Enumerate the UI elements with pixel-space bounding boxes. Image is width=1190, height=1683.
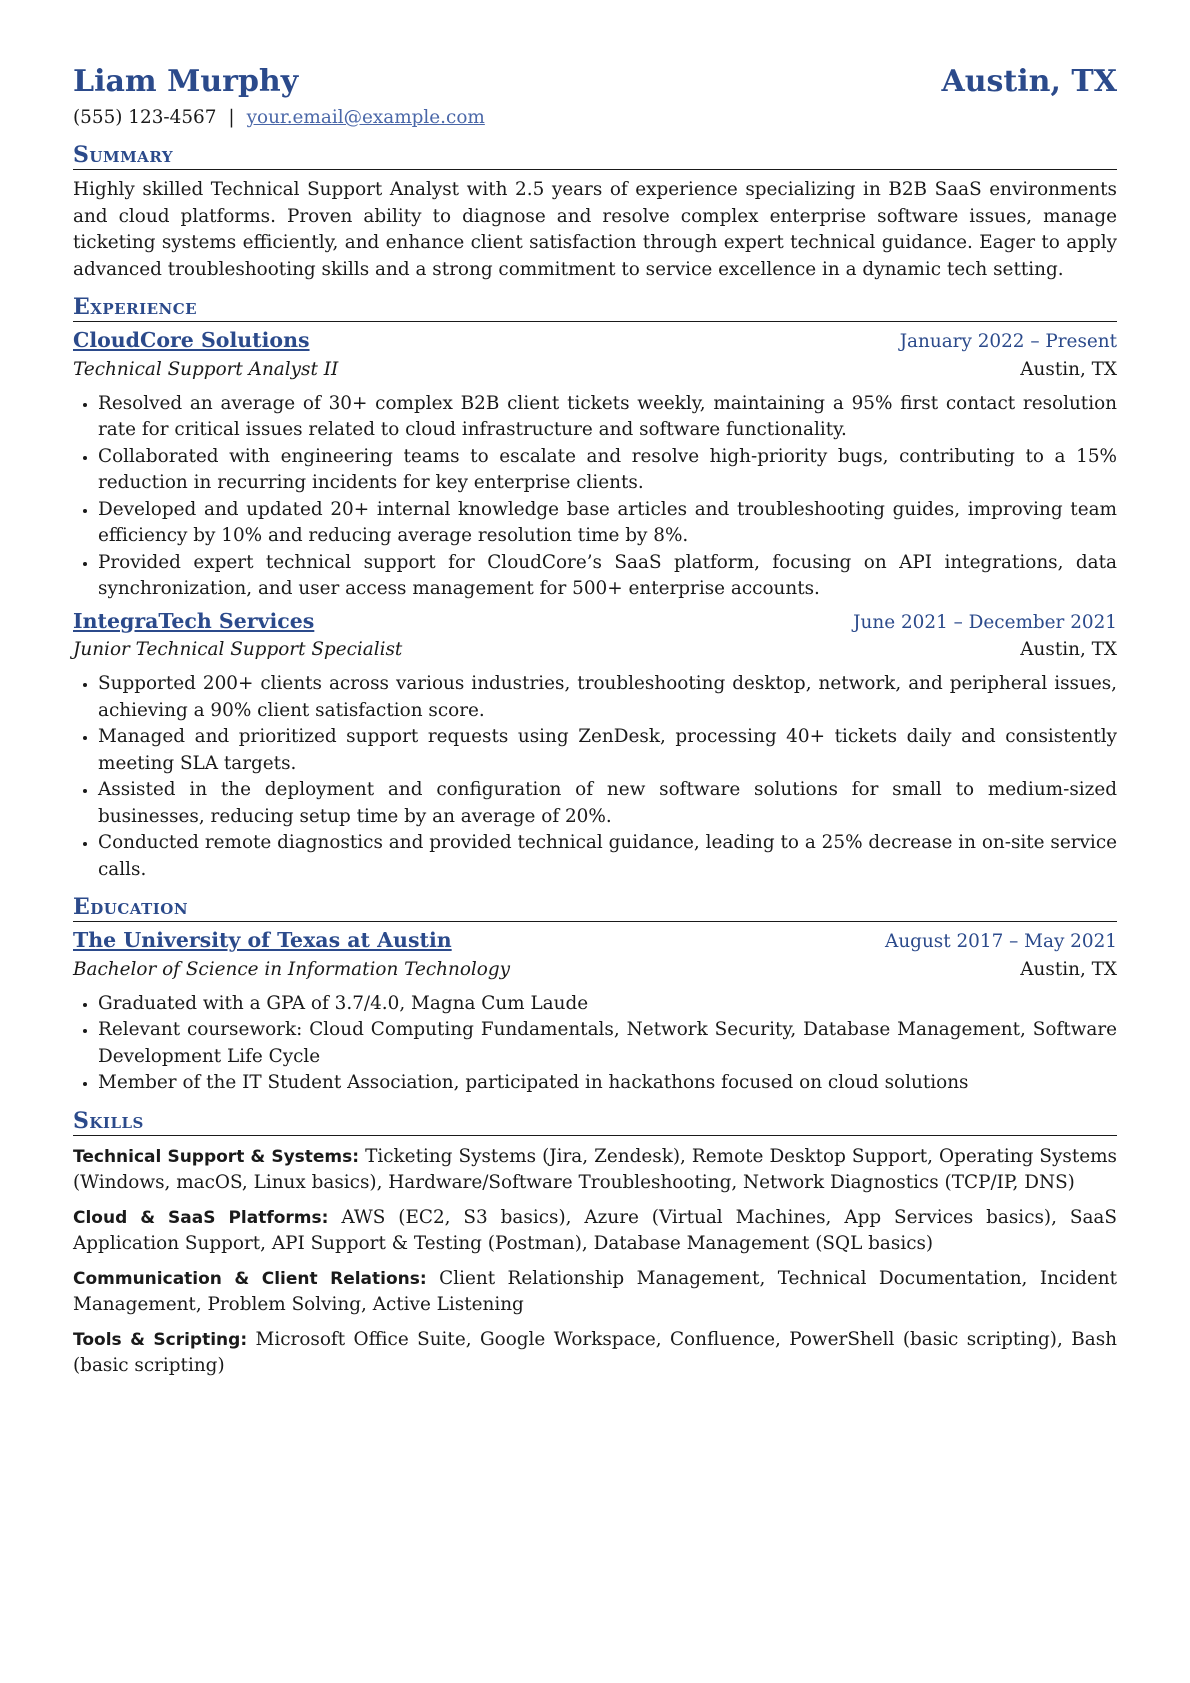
job-location: Austin, TX	[1020, 358, 1117, 380]
job-location: Austin, TX	[1020, 639, 1117, 660]
skill-list-text: AWS (EC2, S3 basics), Azure (Virtual Machines, App Services basics), SaaS Application Support, API Support & Testing (Postman), Database Management (SQL basics)	[73, 1206, 1117, 1254]
skill-group	[73, 1327, 1117, 1380]
education-entry	[73, 926, 1117, 1097]
section-title-experience: Experience	[73, 293, 1117, 322]
section-title-skills: Skills	[73, 1107, 1117, 1136]
list-item: • Relevant coursework: Cloud Computing Fundamentals, Network Security, Database Management, Software Development Life Cycle	[98, 1017, 1117, 1070]
skill-group	[73, 1266, 1117, 1319]
skill-group	[73, 1205, 1117, 1258]
list-item: • Conducted remote diagnostics and provided technical guidance, leading to a 25% decrease in on-site service calls.	[98, 830, 1117, 883]
list-item: • Developed and updated 20+ internal knowledge base articles and troubleshooting guides, improving team efficiency by 10% and reducing average resolution time by 8%.	[98, 497, 1117, 550]
skill-category-label: Tools & Scripting:	[73, 1329, 248, 1350]
list-item: • Resolved an average of 30+ complex B2B client tickets weekly, maintaining a 95% first contact resolution rate for critical issues related to cloud infrastructure and software functionality.	[98, 391, 1117, 444]
candidate-location: Austin, TX	[941, 64, 1117, 99]
experience-entry	[73, 607, 1117, 884]
phone-number: (555) 123-4567	[73, 107, 217, 128]
bullet-list	[73, 991, 1117, 1097]
skill-category-label: Cloud & SaaS Platforms:	[73, 1207, 329, 1228]
school-link[interactable]: The University of Texas at Austin	[73, 928, 452, 952]
email-link[interactable]: your.email@example.com	[246, 107, 485, 128]
candidate-name: Liam Murphy	[73, 64, 299, 99]
employer-link[interactable]: IntegraTech Services	[73, 608, 315, 633]
list-item: • Graduated with a GPA of 3.7/4.0, Magna Cum Laude	[98, 991, 1117, 1018]
summary-text: Highly skilled Technical Support Analyst with 2.5 years of experience specializing in B2B SaaS environments and cloud platforms. Proven ability to diagnose and resolve complex enterprise software issues, manage ticketing systems efficiently, and enhance client satisfaction through expert technical guidance. Eager to apply advanced troubleshooting skills and a strong commitment to service excellence in a dynamic tech setting.	[73, 179, 1117, 280]
skill-category-label: Technical Support & Systems:	[73, 1146, 360, 1167]
employment-dates: June 2021 – December 2021	[853, 611, 1117, 633]
skill-list-text: Ticketing Systems (Jira, Zendesk), Remote Desktop Support, Operating Systems (Windows, macOS, Linux basics), Hardware/Software Troubleshooting, Network Diagnostics (TCP/IP, DNS)	[73, 1145, 1117, 1193]
contact-line	[73, 105, 1117, 131]
education-dates: August 2017 – May 2021	[885, 931, 1117, 952]
list-item: • Assisted in the deployment and configuration of new software solutions for small to medium-sized businesses, reducing setup time by an average of 20%.	[98, 777, 1117, 830]
bullet-list	[73, 391, 1117, 603]
skill-group	[73, 1144, 1117, 1197]
list-item: • Collaborated with engineering teams to escalate and resolve high-priority bugs, contributing to a 15% reduction in recurring incidents for key enterprise clients.	[98, 444, 1117, 497]
employment-dates: January 2022 – Present	[899, 331, 1117, 352]
section-title-summary: Summary	[73, 141, 1117, 170]
skill-list-text: Microsoft Office Suite, Google Workspace, Confluence, PowerShell (basic scripting), Bash (basic scripting)	[73, 1328, 1117, 1376]
employer-link[interactable]: CloudCore Solutions	[73, 328, 310, 352]
resume-header	[73, 60, 1117, 104]
skill-category-label: Communication & Client Relations:	[73, 1268, 427, 1289]
bullet-list	[73, 671, 1117, 883]
job-title: Junior Technical Support Specialist	[73, 639, 403, 660]
experience-entry	[73, 326, 1117, 603]
job-title: Technical Support Analyst II	[73, 358, 339, 380]
list-item: • Supported 200+ clients across various industries, troubleshooting desktop, network, and peripheral issues, achieving a 90% client satisfaction score.	[98, 671, 1117, 724]
contact-separator: |	[228, 107, 235, 128]
list-item: • Managed and prioritized support requests using ZenDesk, processing 40+ tickets daily and consistently meeting SLA targets.	[98, 724, 1117, 777]
list-item: • Provided expert technical support for CloudCore’s SaaS platform, focusing on API integrations, data synchronization, and user access management for 500+ enterprise accounts.	[98, 550, 1117, 603]
school-location: Austin, TX	[1020, 958, 1117, 980]
skill-list-text: Client Relationship Management, Technical Documentation, Incident Management, Problem Solving, Active Listening	[73, 1267, 1117, 1315]
degree-title: Bachelor of Science in Information Technology	[73, 958, 511, 980]
list-item: • Member of the IT Student Association, participated in hackathons focused on cloud solutions	[98, 1070, 1117, 1097]
section-title-education: Education	[73, 893, 1117, 922]
